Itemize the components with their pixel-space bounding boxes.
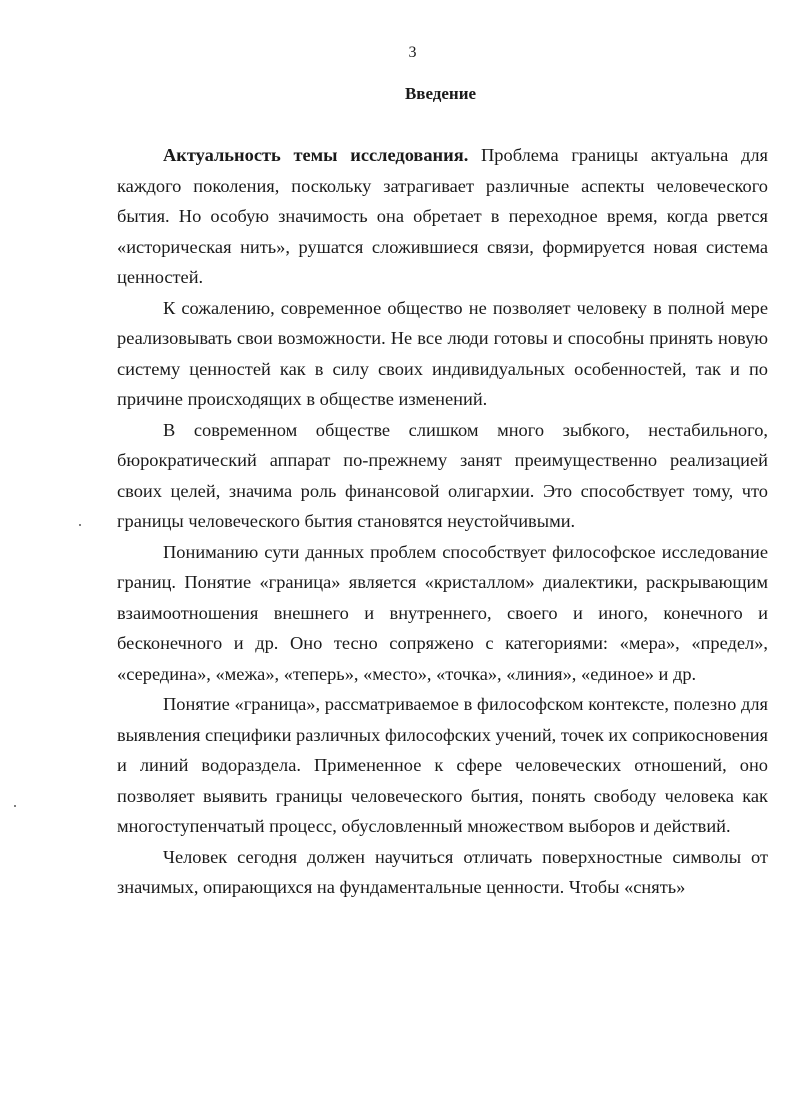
- body-text: [117, 140, 768, 903]
- paragraph-lead: Актуальность темы исследования.: [163, 145, 469, 165]
- paragraph-1: [117, 140, 768, 293]
- paragraph-text: Проблема границы актуальна для каждого поколения, поскольку затрагивает различные аспекты человеческого бытия. Но особую значимость она обретает в переходное время, когда рвется «историческая нить», рушатся сложившиеся связи, формируется новая система ценностей.: [117, 145, 769, 287]
- section-heading: Введение: [404, 84, 477, 103]
- scan-speck: [14, 805, 16, 807]
- paragraph-5: Понятие «граница», рассматриваемое в философском контексте, полезно для выявления специфики различных философских учений, точек их соприкосновения и линий водораздела. Примененное к сфере человеческих отношений, оно позволяет выявить границы человеческого бытия, понять свободу человека как многоступенчатый процесс, обусловленный множеством выборов и действий.: [117, 694, 768, 836]
- paragraph-3: В современном обществе слишком много зыбкого, нестабильного, бюрократический аппарат по-прежнему занят преимущественно реализацией своих целей, значима роль финансовой олигархии. Это способствует тому, что границы человеческого бытия становятся неустойчивыми.: [117, 419, 768, 531]
- scan-speck: [79, 524, 81, 526]
- paragraph-6: Человек сегодня должен научиться отличать поверхностные символы от значимых, опирающихся на фундаментальные ценности. Чтобы «снять»: [117, 846, 768, 897]
- paragraph-4: Пониманию сути данных проблем способствует философское исследование границ. Понятие «граница» является «кристаллом» диалектики, раскрывающим взаимоотношения внешнего и внутреннего, своего и иного, конечного и бесконечного и др. Оно тесно сопряжено с категориями: «мера», «предел», «середина», «межа», «теперь», «место», «точка», «линия», «единое» и др.: [117, 541, 768, 684]
- paragraph-2: К сожалению, современное общество не позволяет человеку в полной мере реализовывать свои возможности. Не все люди готовы и способны принять новую систему ценностей как в силу своих индивидуальных особенностей, так и по причине происходящих в обществе изменений.: [117, 297, 768, 409]
- page-number: 3: [408, 44, 417, 61]
